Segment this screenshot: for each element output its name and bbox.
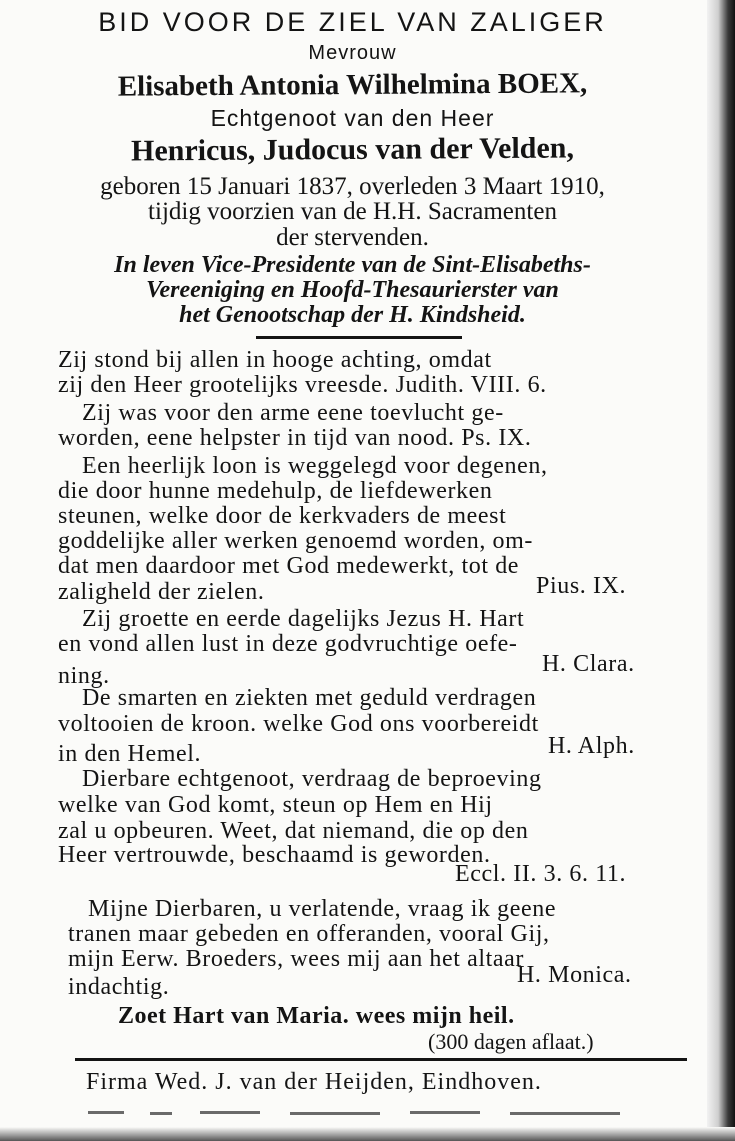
body-line: dat men daardoor met God medewerkt, tot de — [58, 553, 520, 579]
body-line: Mijne Dierbaren, u verlatende, vraag ik geene — [88, 896, 557, 922]
scripture-reference: H. Alph. — [548, 733, 635, 759]
print-smudge — [200, 1111, 260, 1114]
print-smudge — [510, 1112, 620, 1115]
body-line: Heer vertrouwde, beschaamd is geworden. — [58, 842, 491, 868]
body-line: zij den Heer grootelijks vreesde. Judith. VIII. 6. — [58, 372, 547, 398]
scan-bottom-edge — [0, 1127, 735, 1141]
body-line: zal u opbeuren. Weet, dat niemand, die op den — [58, 818, 529, 844]
scan-edge-shadow — [707, 0, 735, 1141]
relation-line: Echtgenoot van den Heer — [210, 105, 495, 131]
body-line: Zij groette en eerde dagelijks Jezus H. Hart — [82, 606, 525, 632]
body-line: tranen maar gebeden en offeranden, vooral Gij, — [68, 921, 550, 947]
dates-line: geboren 15 Januari 1837, overleden 3 Maart 1910, — [100, 173, 605, 200]
scripture-reference: H. Monica. — [517, 962, 632, 988]
print-smudge — [410, 1111, 480, 1114]
closing-prayer: Zoet Hart van Maria. wees mijn heil. — [118, 1003, 515, 1029]
section-divider — [256, 336, 462, 339]
body-line: zaligheld der zielen. — [58, 579, 265, 605]
body-line: in den Hemel. — [58, 741, 202, 767]
print-smudge — [150, 1112, 172, 1115]
sacraments-line: tijdig voorzien van de H.H. Sacramenten — [148, 198, 557, 225]
scripture-reference: Eccl. II. 3. 6. 11. — [455, 861, 627, 887]
sacraments-line: der stervenden. — [276, 224, 429, 251]
body-line: indachtig. — [68, 974, 170, 1000]
scripture-reference: Pius. IX. — [536, 573, 627, 599]
deceased-name: Elisabeth Antonia Wilhelmina BOEX, — [117, 67, 588, 103]
body-line: welke van God komt, steun op Hem en Hij — [58, 792, 493, 818]
printer-imprint: Firma Wed. J. van der Heijden, Eindhoven. — [86, 1069, 542, 1095]
card-title: BID VOOR DE ZIEL VAN ZALIGER — [98, 7, 607, 37]
body-line: Een heerlijk loon is weggelegd voor degenen, — [82, 453, 548, 479]
body-line: ning. — [58, 663, 110, 689]
print-smudge — [88, 1111, 124, 1114]
body-line: Zij stond bij allen in hooge achting, omdat — [58, 347, 492, 373]
indulgence-note: (300 dagen aflaat.) — [428, 1029, 594, 1054]
role-line: Vereeniging en Hoofd-Thesaurierster van — [146, 277, 559, 303]
body-line: Zij was voor den arme eene toevlucht ge- — [82, 400, 504, 426]
body-line: mijn Eerw. Broeders, wees mij aan het altaar — [68, 946, 525, 972]
body-line: goddelijke aller werken genoemd worden, om- — [58, 528, 533, 554]
footer-divider — [75, 1058, 687, 1061]
body-line: De smarten en ziekten met geduld verdragen — [82, 685, 537, 711]
scripture-reference: H. Clara. — [542, 651, 635, 677]
role-line: het Genootschap der H. Kindsheid. — [179, 302, 526, 328]
body-line: worden, eene helpster in tijd van nood. Ps. IX. — [58, 425, 532, 451]
role-line: In leven Vice-Presidente van de Sint-Elisabeths- — [114, 252, 591, 278]
body-line: steunen, welke door de kerkvaders de meest — [58, 503, 507, 529]
spouse-name: Henricus, Judocus van der Velden, — [130, 131, 575, 168]
salutation: Mevrouw — [308, 42, 397, 64]
print-smudge — [290, 1112, 380, 1115]
body-line: Dierbare echtgenoot, verdraag de beproeving — [82, 766, 542, 792]
body-line: die door hunne medehulp, de liefdewerken — [58, 478, 493, 504]
body-line: voltooien de kroon. welke God ons voorbereidt — [58, 711, 539, 737]
body-line: en vond allen lust in deze godvruchtige oefe- — [58, 631, 518, 657]
